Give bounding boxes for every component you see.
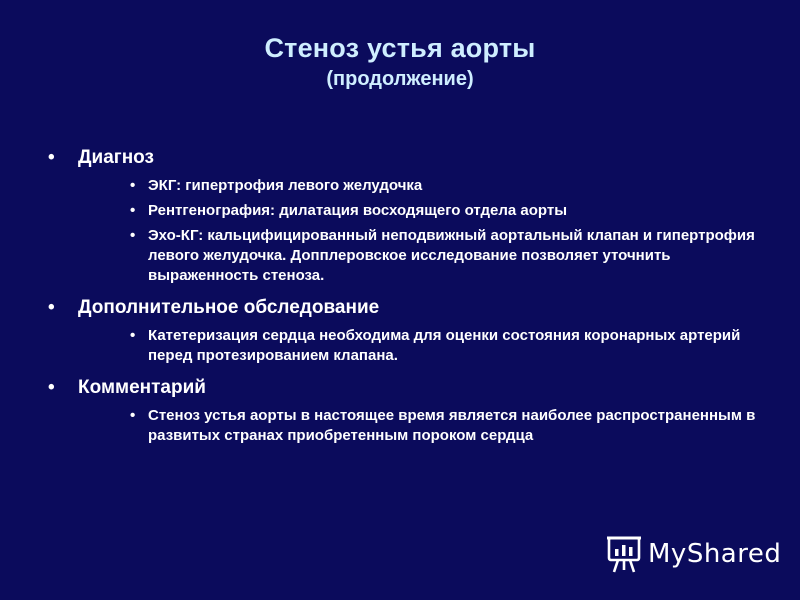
list-item — [48, 406, 768, 446]
slide-subtitle: (продолжение) — [326, 68, 474, 90]
bullet-icon: • — [48, 377, 55, 398]
section-heading-label: Комментарий — [78, 377, 206, 398]
list-item — [48, 201, 768, 221]
list-item-text: Эхо-КГ: кальцифицированный неподвижный аортальный клапан и гипертрофия левого желудочка. Допплеровское исследование позволяет уточнить выраженность стеноза. — [148, 227, 755, 284]
bullet-icon: • — [130, 227, 136, 244]
list-item-text: Стеноз устья аорты в настоящее время является наиболее распространенным в развитых странах приобретенным пороком сердца — [148, 407, 756, 444]
list-item — [48, 226, 768, 286]
list-item-text: Катетеризация сердца необходима для оценки состояния коронарных артерий перед протезированием клапана. — [148, 327, 741, 364]
watermark-text: MyShared — [648, 539, 782, 569]
list-item-text: ЭКГ: гипертрофия левого желудочка — [148, 177, 423, 194]
bullet-icon: • — [130, 202, 136, 219]
list-item — [48, 326, 768, 366]
watermark-logo — [606, 534, 781, 574]
bullet-icon: • — [130, 327, 136, 344]
title-block — [0, 30, 800, 92]
section-heading-label: Дополнительное обследование — [78, 297, 380, 318]
list-item-text: Рентгенография: дилатация восходящего отдела аорты — [148, 202, 568, 219]
slide-title: Стеноз устья аорты — [264, 33, 536, 63]
section-heading-diagnosis — [48, 146, 768, 170]
presentation-board-icon — [606, 534, 642, 574]
section-heading-additional-exam — [48, 296, 768, 320]
slide-content — [48, 146, 768, 451]
list-item — [48, 176, 768, 196]
section-heading-label: Диагноз — [78, 147, 154, 168]
section-heading-comment — [48, 376, 768, 400]
bullet-icon: • — [130, 407, 136, 424]
bullet-icon: • — [48, 147, 55, 168]
bullet-icon: • — [48, 297, 55, 318]
bullet-icon: • — [130, 177, 136, 194]
